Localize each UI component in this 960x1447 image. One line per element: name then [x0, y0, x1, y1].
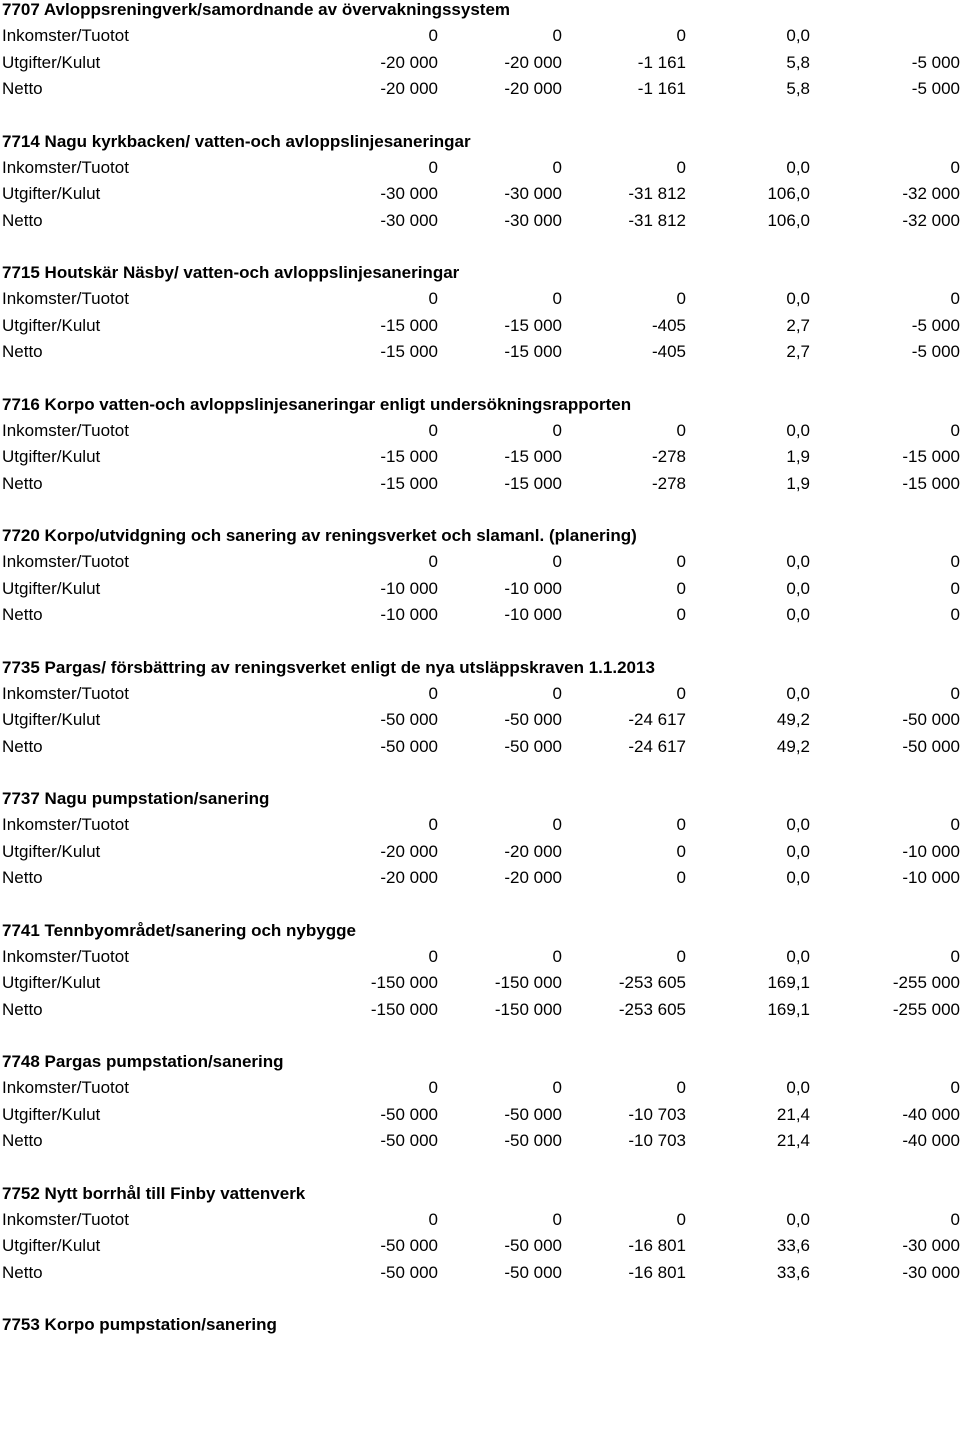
- value-cell: 0: [552, 552, 562, 571]
- value-cell: 0: [676, 26, 686, 45]
- value-cell: -40 000: [902, 1131, 960, 1150]
- project-section: [0, 921, 960, 1053]
- row-label: Inkomster/Tuotot: [2, 420, 129, 440]
- value-cell: 0: [676, 605, 686, 624]
- project-title: 7714 Nagu kyrkbacken/ vatten-och avloppslinjesaneringar: [2, 131, 471, 151]
- value-cell: 2,7: [786, 342, 810, 361]
- value-cell: 0: [676, 1078, 686, 1097]
- value-cell: -15 000: [380, 315, 438, 335]
- value-cell: 0,0: [786, 1078, 810, 1097]
- value-cell: -15 000: [902, 447, 960, 466]
- value-cell: -20 000: [504, 79, 562, 98]
- value-cell: 106,0: [767, 210, 810, 230]
- value-cell: -50 000: [380, 1236, 438, 1255]
- value-cell: 0: [676, 841, 686, 861]
- project-section: [0, 132, 960, 264]
- value-cell: 0,0: [786, 605, 810, 624]
- expense-row: [0, 842, 960, 862]
- expense-row: [0, 184, 960, 204]
- project-section: [0, 1052, 960, 1184]
- value-cell: -405: [651, 342, 686, 361]
- income-row: [0, 1078, 960, 1098]
- project-section: [0, 789, 960, 921]
- value-cell: -10 000: [380, 605, 438, 624]
- value-cell: 0: [950, 1209, 960, 1229]
- value-cell: -31 812: [628, 210, 686, 230]
- value-cell: 0: [950, 815, 960, 834]
- value-cell: 0: [552, 946, 562, 966]
- row-label: Inkomster/Tuotot: [2, 552, 129, 571]
- value-cell: -150 000: [370, 999, 438, 1019]
- value-cell: 0,0: [786, 289, 810, 308]
- value-cell: -40 000: [902, 1104, 960, 1124]
- value-cell: 0: [676, 157, 686, 177]
- project-title: 7753 Korpo pumpstation/sanering: [2, 1315, 277, 1334]
- value-cell: 0: [950, 683, 960, 703]
- value-cell: -16 801: [628, 1262, 686, 1282]
- value-cell: -24 617: [628, 736, 686, 756]
- value-cell: -150 000: [494, 999, 562, 1019]
- net-row: [0, 79, 960, 99]
- value-cell: 0: [676, 552, 686, 571]
- row-label: Utgifter/Kulut: [2, 184, 101, 203]
- value-cell: -20 000: [380, 52, 438, 72]
- value-cell: 0: [676, 683, 686, 703]
- row-label: Utgifter/Kulut: [2, 52, 101, 72]
- value-cell: 0: [552, 683, 562, 703]
- project-title: 7741 Tennbyområdet/sanering och nybygge: [2, 920, 356, 940]
- net-row: [0, 211, 960, 231]
- value-cell: 0: [950, 157, 960, 177]
- income-row: [0, 947, 960, 967]
- row-label: Utgifter/Kulut: [2, 710, 101, 729]
- value-cell: -10 000: [902, 868, 960, 887]
- value-cell: -50 000: [380, 710, 438, 729]
- row-label: Netto: [2, 868, 43, 887]
- row-label: Netto: [2, 1131, 43, 1150]
- project-title: 7748 Pargas pumpstation/sanering: [2, 1052, 284, 1071]
- value-cell: -10 703: [628, 1104, 686, 1124]
- value-cell: -16 801: [628, 1236, 686, 1255]
- income-row: [0, 815, 960, 835]
- project-title: 7716 Korpo vatten-och avloppslinjesaneringar enligt undersökningsrapporten: [2, 394, 632, 414]
- value-cell: 0,0: [786, 815, 810, 834]
- value-cell: -10 703: [628, 1131, 686, 1150]
- value-cell: 0: [950, 1078, 960, 1097]
- row-label: Netto: [2, 736, 43, 756]
- expense-row: [0, 1236, 960, 1256]
- net-row: [0, 1000, 960, 1020]
- value-cell: -15 000: [504, 473, 562, 493]
- value-cell: 0,0: [786, 26, 810, 45]
- row-label: Netto: [2, 210, 43, 230]
- value-cell: 0: [676, 289, 686, 308]
- value-cell: 49,2: [776, 710, 810, 729]
- project-section: [0, 1184, 960, 1316]
- value-cell: -278: [651, 473, 686, 493]
- value-cell: -405: [651, 315, 686, 335]
- value-cell: -30 000: [902, 1236, 960, 1255]
- net-row: [0, 605, 960, 625]
- row-label: Inkomster/Tuotot: [2, 1078, 129, 1097]
- value-cell: 0,0: [786, 157, 810, 177]
- row-label: Utgifter/Kulut: [2, 447, 101, 466]
- value-cell: 0: [676, 815, 686, 834]
- value-cell: 0: [552, 420, 562, 440]
- value-cell: 0: [950, 420, 960, 440]
- project-section: [0, 526, 960, 658]
- income-row: [0, 289, 960, 309]
- value-cell: 0: [428, 946, 438, 966]
- value-cell: -15 000: [504, 447, 562, 466]
- income-row: [0, 684, 960, 704]
- row-label: Inkomster/Tuotot: [2, 289, 129, 308]
- row-label: Utgifter/Kulut: [2, 841, 101, 861]
- value-cell: -5 000: [911, 315, 960, 335]
- income-row: [0, 1210, 960, 1230]
- value-cell: -50 000: [504, 1131, 562, 1150]
- value-cell: -1 161: [637, 52, 686, 72]
- value-cell: -50 000: [380, 1262, 438, 1282]
- value-cell: -50 000: [902, 710, 960, 729]
- value-cell: 0: [428, 552, 438, 571]
- value-cell: 49,2: [776, 736, 810, 756]
- value-cell: -5 000: [911, 342, 960, 361]
- value-cell: -15 000: [504, 342, 562, 361]
- value-cell: -15 000: [380, 447, 438, 466]
- row-label: Netto: [2, 999, 43, 1019]
- value-cell: -50 000: [504, 1262, 562, 1282]
- row-label: Inkomster/Tuotot: [2, 157, 129, 177]
- value-cell: 0: [428, 1209, 438, 1229]
- value-cell: 106,0: [767, 184, 810, 203]
- value-cell: -15 000: [902, 473, 960, 493]
- row-label: Netto: [2, 605, 43, 624]
- value-cell: 169,1: [767, 999, 810, 1019]
- value-cell: -10 000: [380, 578, 438, 598]
- value-cell: 0: [676, 946, 686, 966]
- value-cell: 0: [552, 26, 562, 45]
- value-cell: -30 000: [902, 1262, 960, 1282]
- value-cell: -20 000: [380, 868, 438, 887]
- row-label: Inkomster/Tuotot: [2, 1209, 129, 1229]
- value-cell: -20 000: [504, 868, 562, 887]
- row-label: Utgifter/Kulut: [2, 315, 101, 335]
- project-section: [0, 395, 960, 527]
- value-cell: -253 605: [618, 973, 686, 992]
- value-cell: -24 617: [628, 710, 686, 729]
- value-cell: 0,0: [786, 868, 810, 887]
- value-cell: -150 000: [370, 973, 438, 992]
- value-cell: 0: [428, 815, 438, 834]
- value-cell: 0: [676, 868, 686, 887]
- value-cell: 21,4: [776, 1131, 810, 1150]
- value-cell: -30 000: [380, 184, 438, 203]
- value-cell: 33,6: [776, 1236, 810, 1255]
- value-cell: 0: [428, 26, 438, 45]
- value-cell: 5,8: [786, 79, 810, 98]
- value-cell: 0: [950, 552, 960, 571]
- project-title: 7752 Nytt borrhål till Finby vattenverk: [2, 1183, 306, 1203]
- value-cell: -50 000: [380, 736, 438, 756]
- value-cell: 0: [676, 420, 686, 440]
- value-cell: 2,7: [786, 315, 810, 335]
- value-cell: 0: [552, 157, 562, 177]
- value-cell: -30 000: [504, 210, 562, 230]
- value-cell: -15 000: [380, 342, 438, 361]
- value-cell: 21,4: [776, 1104, 810, 1124]
- value-cell: -5 000: [911, 79, 960, 98]
- expense-row: [0, 447, 960, 467]
- value-cell: 33,6: [776, 1262, 810, 1282]
- value-cell: 1,9: [786, 447, 810, 466]
- value-cell: -50 000: [504, 1104, 562, 1124]
- expense-row: [0, 1105, 960, 1125]
- income-row: [0, 158, 960, 178]
- value-cell: -278: [651, 447, 686, 466]
- value-cell: 0: [552, 1209, 562, 1229]
- project-section: [0, 658, 960, 790]
- project-section: [0, 263, 960, 395]
- value-cell: 0: [428, 1078, 438, 1097]
- value-cell: -50 000: [902, 736, 960, 756]
- value-cell: -50 000: [380, 1104, 438, 1124]
- income-row: [0, 26, 960, 46]
- value-cell: -15 000: [504, 315, 562, 335]
- value-cell: 169,1: [767, 973, 810, 992]
- project-section: [0, 0, 960, 132]
- value-cell: -32 000: [902, 210, 960, 230]
- value-cell: 0: [676, 1209, 686, 1229]
- value-cell: 0,0: [786, 946, 810, 966]
- row-label: Inkomster/Tuotot: [2, 815, 129, 834]
- value-cell: 0: [950, 578, 960, 598]
- value-cell: -50 000: [504, 1236, 562, 1255]
- net-row: [0, 737, 960, 757]
- value-cell: 0: [428, 289, 438, 308]
- row-label: Netto: [2, 1262, 43, 1282]
- value-cell: 1,9: [786, 473, 810, 493]
- value-cell: -1 161: [637, 79, 686, 98]
- value-cell: 0: [552, 815, 562, 834]
- value-cell: -20 000: [504, 841, 562, 861]
- value-cell: -50 000: [504, 710, 562, 729]
- value-cell: 0: [950, 605, 960, 624]
- value-cell: 0,0: [786, 552, 810, 571]
- value-cell: 0: [950, 289, 960, 308]
- value-cell: 0: [428, 157, 438, 177]
- value-cell: -10 000: [504, 605, 562, 624]
- expense-row: [0, 579, 960, 599]
- value-cell: 0: [552, 1078, 562, 1097]
- value-cell: -20 000: [380, 79, 438, 98]
- net-row: [0, 342, 960, 362]
- row-label: Netto: [2, 473, 43, 493]
- project-title: 7715 Houtskär Näsby/ vatten-och avloppslinjesaneringar: [2, 263, 460, 282]
- net-row: [0, 868, 960, 888]
- project-title: 7735 Pargas/ försbättring av reningsverket enligt de nya utsläppskraven 1.1.2013: [2, 657, 655, 677]
- row-label: Utgifter/Kulut: [2, 973, 101, 992]
- net-row: [0, 474, 960, 494]
- value-cell: -50 000: [504, 736, 562, 756]
- row-label: Inkomster/Tuotot: [2, 946, 129, 966]
- project-title: 7720 Korpo/utvidgning och sanering av reningsverket och slamanl. (planering): [2, 526, 637, 545]
- value-cell: -15 000: [380, 473, 438, 493]
- value-cell: 0,0: [786, 841, 810, 861]
- value-cell: -10 000: [504, 578, 562, 598]
- value-cell: -150 000: [494, 973, 562, 992]
- row-label: Utgifter/Kulut: [2, 1236, 101, 1255]
- value-cell: 0: [950, 946, 960, 966]
- value-cell: -255 000: [892, 999, 960, 1019]
- value-cell: 0,0: [786, 420, 810, 440]
- income-row: [0, 552, 960, 572]
- value-cell: -253 605: [618, 999, 686, 1019]
- value-cell: -20 000: [380, 841, 438, 861]
- value-cell: 0,0: [786, 1209, 810, 1229]
- row-label: Netto: [2, 79, 43, 98]
- value-cell: -31 812: [628, 184, 686, 203]
- row-label: Inkomster/Tuotot: [2, 26, 129, 45]
- expense-row: [0, 973, 960, 993]
- income-row: [0, 421, 960, 441]
- net-row: [0, 1131, 960, 1151]
- value-cell: 5,8: [786, 52, 810, 72]
- net-row: [0, 1263, 960, 1283]
- project-title: 7737 Nagu pumpstation/sanering: [2, 789, 270, 808]
- value-cell: -30 000: [380, 210, 438, 230]
- value-cell: -32 000: [902, 184, 960, 203]
- value-cell: 0: [428, 683, 438, 703]
- expense-row: [0, 710, 960, 730]
- value-cell: 0: [676, 578, 686, 598]
- row-label: Netto: [2, 342, 43, 361]
- value-cell: 0: [428, 420, 438, 440]
- value-cell: -30 000: [504, 184, 562, 203]
- row-label: Utgifter/Kulut: [2, 578, 101, 598]
- row-label: Utgifter/Kulut: [2, 1104, 101, 1124]
- row-label: Inkomster/Tuotot: [2, 683, 129, 703]
- value-cell: -255 000: [892, 973, 960, 992]
- value-cell: -5 000: [911, 52, 960, 72]
- value-cell: -10 000: [902, 841, 960, 861]
- expense-row: [0, 316, 960, 336]
- expense-row: [0, 53, 960, 73]
- project-title: 7707 Avloppsreningverk/samordnande av övervakningssystem: [2, 0, 511, 19]
- value-cell: 0,0: [786, 683, 810, 703]
- value-cell: -20 000: [504, 52, 562, 72]
- value-cell: 0,0: [786, 578, 810, 598]
- value-cell: -50 000: [380, 1131, 438, 1150]
- value-cell: 0: [552, 289, 562, 308]
